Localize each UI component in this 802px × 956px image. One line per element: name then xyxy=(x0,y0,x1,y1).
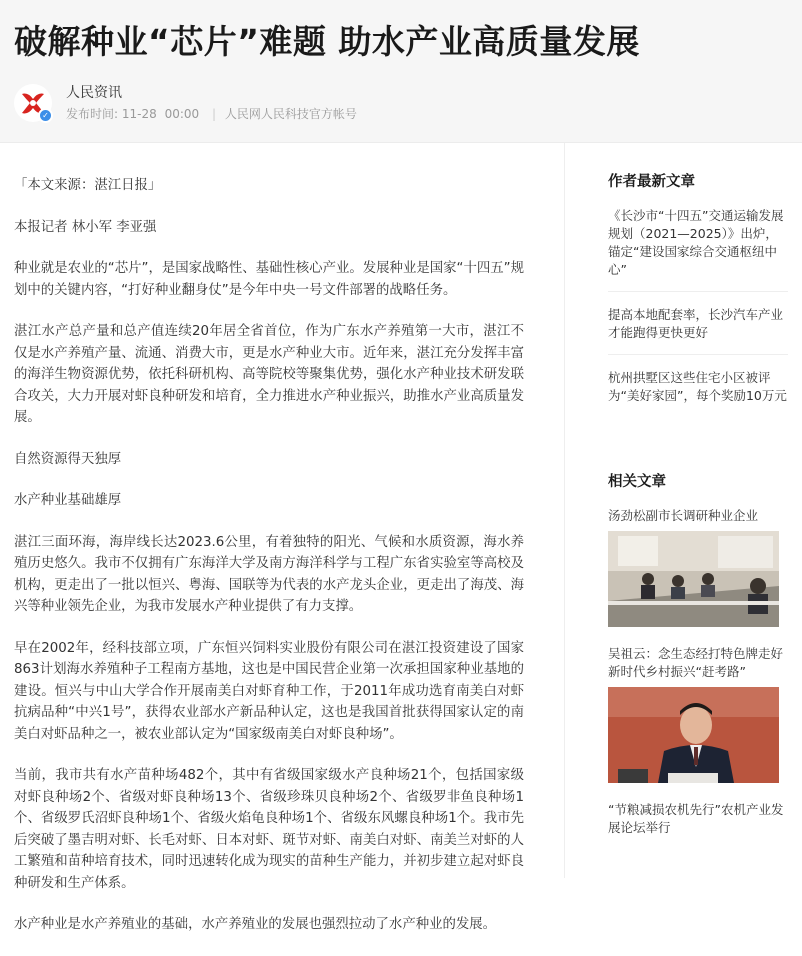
article-title: 破解种业“芯片”难题 助水产业高质量发展 xyxy=(14,22,640,61)
article-paragraph: 本报记者 林小军 李亚强 xyxy=(14,219,157,235)
related-article-link[interactable]: “节粮减损农机先行”农机产业发展论坛举行 xyxy=(608,802,784,835)
author-name[interactable]: 人民资讯 xyxy=(66,85,122,101)
verified-badge-icon: ✓ xyxy=(38,108,53,123)
article-header xyxy=(0,0,802,143)
article-paragraph: 湛江水产总产量和总产值连续20年居全省首位，作为广东水产养殖第一大市，湛江不仅是水产养殖产量、流通、消费大市，更是水产种业大市。近年来，湛江充分发挥丰富的海洋生物资源优势，依托科研机构、高等院校等聚集优势，强化水产种业技术研发联合攻关，大力开展对虾良种研发和培育，全力推进水产种业振兴，助推水产业高质量发展。 xyxy=(14,324,524,425)
article-subheading: 自然资源得天独厚 xyxy=(14,451,122,467)
article-body xyxy=(14,175,524,956)
related-articles-heading: 相关文章 xyxy=(608,474,666,490)
latest-article-link[interactable]: 提高本地配套率，长沙汽车产业才能跑得更快更好 xyxy=(608,306,788,355)
related-article-link[interactable]: 汤劲松副市长调研种业企业 xyxy=(608,508,759,523)
article-paragraph: 种业就是农业的“芯片”，是国家战略性、基础性核心产业。发展种业是国家“十四五”规划中的关键内容，“打好种业翻身仗”是今年中央一号文件部署的战略任务。 xyxy=(14,261,524,298)
meta-divider: | xyxy=(211,107,217,121)
article-subheading: 水产种业基础雄厚 xyxy=(14,493,122,508)
article-meta xyxy=(66,105,361,122)
publish-time: 00:00 xyxy=(164,107,200,121)
column-divider xyxy=(564,143,565,878)
article-paragraph: 水产种业是水产养殖业的基础，水产养殖业的发展也强烈拉动了水产种业的发展。 xyxy=(14,917,497,932)
official-photo-icon xyxy=(608,687,779,783)
meeting-photo-icon xyxy=(608,531,779,627)
article-paragraph: 「本文来源：湛江日报」 xyxy=(14,178,162,193)
article-paragraph: 早在2002年，经科技部立项，广东恒兴饲料实业股份有限公司在湛江投资建设了国家863计划海水养殖种子工程南方基地，这也是中国民营企业第一次承担国家种业基地的建设。恒兴与中山大学合作开展南美白对虾育种工作，于2011年成功选育南美白对虾抗病品种“中兴1号”，获得农业部水产新品种认定，这也是我国首批获得国家认定的南美白对虾品种之一，被农业部认定为“国家级南美白对虾良种场”。 xyxy=(14,640,524,742)
latest-article-link[interactable]: 《长沙市“十四五”交通运输发展规划（2021—2025）》出炉，锚定“建设国家综合交通枢纽中心” xyxy=(608,207,788,292)
related-article-link[interactable]: 吴祖云：念生态经打特色牌走好新时代乡村振兴“赶考路” xyxy=(608,646,784,679)
related-article-thumbnail[interactable] xyxy=(608,531,779,627)
article-paragraph: 当前，我市共有水产苗种场482个，其中有省级国家级水产良种场21个，包括国家级对虾良种场2个、省级对虾良种场13个、省级珍珠贝良种场2个、省级罗非鱼良种场1个、省级罗氏沼虾良种场1个、省级火焰龟良种场1个、省级东风螺良种场1个。我市先后突破了墨吉明对虾、长毛对虾、日本对虾、斑节对虾、南美白对虾、南美兰对虾的人工繁殖和苗种培育技术，同时迅速转化成为现实的苗种生产能力，并初步建立起对虾良种研发和生产体系。 xyxy=(14,768,524,891)
article-paragraph: 湛江三面环海，海岸线长达2023.6公里，有着独特的阳光、气候和水质资源，海水养殖历史悠久。我市不仅拥有广东海洋大学及南方海洋科学与工程广东省实验室等高校及机构，更走出了一批以恒兴、粤海、国联等为代表的水产龙头企业，更走出了海茂、海兴等种业领先企业，为我市发展水产种业提供了有力支撑。 xyxy=(14,534,524,614)
related-article-thumbnail[interactable] xyxy=(608,687,779,783)
author-latest-articles xyxy=(608,170,788,431)
account-description: 人民网人民科技官方帐号 xyxy=(224,107,357,121)
publish-date: 发布时间: 11-28 xyxy=(66,107,157,121)
latest-article-link[interactable]: 杭州拱墅区这些住宅小区被评为“美好家园”，每个奖励10万元 xyxy=(608,370,787,403)
related-articles xyxy=(608,470,788,843)
latest-articles-heading: 作者最新文章 xyxy=(608,174,695,190)
